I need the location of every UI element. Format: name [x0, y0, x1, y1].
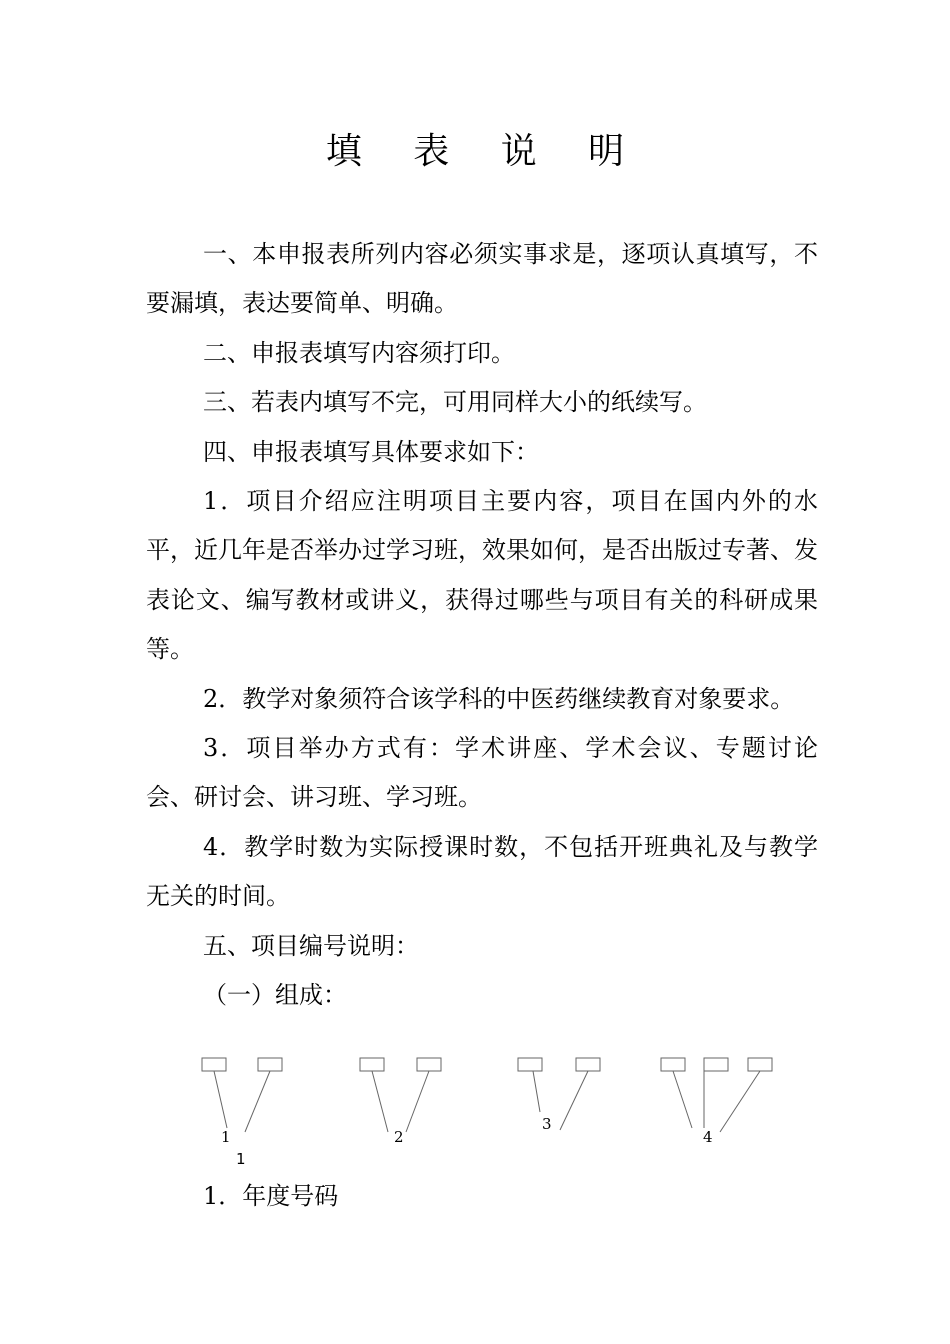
diagram-label-4: 4: [703, 1128, 713, 1146]
leader-line: [214, 1071, 227, 1128]
digit-box: [704, 1058, 728, 1071]
diagram-label-3: 3: [542, 1115, 552, 1133]
leader-line: [372, 1071, 388, 1132]
digit-box: [748, 1058, 772, 1071]
paragraph-4: 四、申报表填写具体要求如下：: [203, 437, 539, 466]
paragraph-4-3: 3．项目举办方式有：学术讲座、学术会议、专题讨论会、研讨会、讲习班、学习班。: [146, 734, 818, 812]
leader-line: [533, 1071, 540, 1112]
paragraph-2: 二、申报表填写内容须打印。: [203, 338, 515, 367]
paragraph-3: 三、若表内填写不完，可用同样大小的纸续写。: [203, 388, 707, 417]
leader-line: [406, 1071, 429, 1132]
item-year-number: 1．年度号码: [203, 1182, 339, 1210]
leader-line: [560, 1071, 588, 1130]
page-title: 填 表 说 明: [325, 131, 645, 172]
digit-box: [202, 1058, 226, 1071]
diagram-label-1: 1: [221, 1128, 231, 1146]
instructions-body: [146, 230, 818, 1021]
paragraph-4-2: 2．教学对象须符合该学科的中医药继续教育对象要求。: [203, 684, 795, 713]
diagram-extra-label: 1: [236, 1150, 246, 1168]
paragraph-5-1: （一）组成：: [203, 981, 347, 1010]
number-structure-svg: [190, 1050, 790, 1180]
digit-box: [417, 1058, 441, 1071]
project-number-diagram: [190, 1050, 790, 1180]
paragraph-4-1: 1．项目介绍应注明项目主要内容，项目在国内外的水平，近几年是否举办过学习班，效果如何，是否出版过专著、发表论文、编写教材或讲义，获得过哪些与项目有关的科研成果等。: [146, 487, 818, 664]
digit-box: [661, 1058, 685, 1071]
leader-line: [720, 1071, 760, 1132]
leader-line: [673, 1071, 692, 1128]
paragraph-5: 五、项目编号说明：: [203, 931, 419, 960]
leader-line: [245, 1071, 270, 1132]
paragraph-1: 一、本申报表所列内容必须实事求是，逐项认真填写，不要漏填，表达要简单、明确。: [146, 240, 818, 318]
digit-box: [576, 1058, 600, 1071]
paragraph-4-4: 4．教学时数为实际授课时数，不包括开班典礼及与教学无关的时间。: [146, 832, 818, 911]
diagram-label-2: 2: [394, 1128, 404, 1146]
digit-box: [360, 1058, 384, 1071]
digit-box: [518, 1058, 542, 1071]
digit-box: [258, 1058, 282, 1071]
